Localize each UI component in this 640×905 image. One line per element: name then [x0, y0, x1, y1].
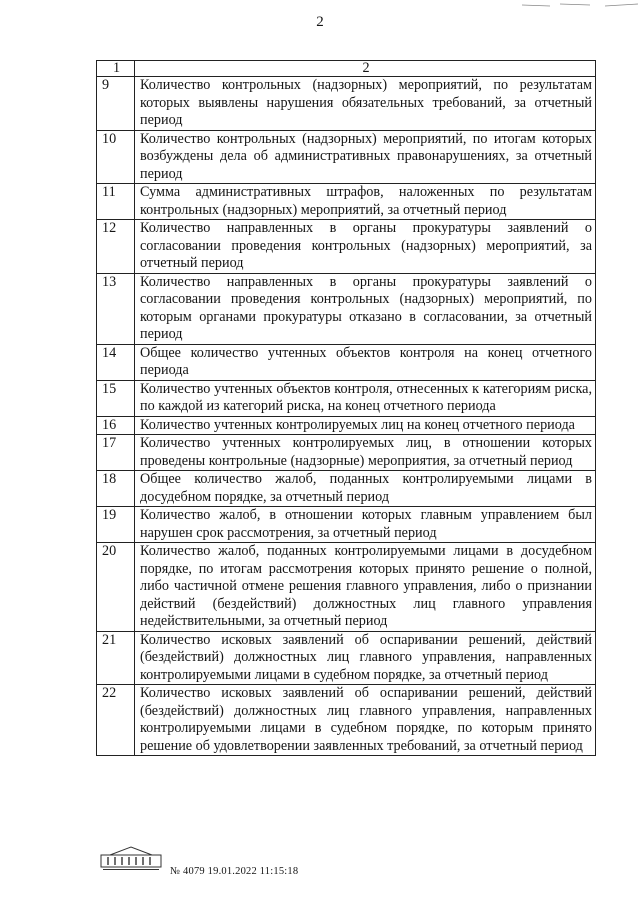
table-row: [97, 77, 596, 131]
row-number: 21: [97, 631, 135, 685]
row-description: Количество учтенных контролируемых лиц, в отношении которых проведены контрольные (надзорные) мероприятия, за отчетный период: [135, 435, 596, 471]
row-number: 19: [97, 507, 135, 543]
row-description: Общее количество жалоб, поданных контролируемыми лицами в досудебном порядке, за отчетный период: [135, 471, 596, 507]
row-number: 10: [97, 130, 135, 184]
row-number: 14: [97, 344, 135, 380]
row-description: Общее количество учтенных объектов контроля на конец отчетного периода: [135, 344, 596, 380]
row-number: 11: [97, 184, 135, 220]
row-description: Количество жалоб, поданных контролируемыми лицами в досудебном порядке, по итогам рассмотрения которых принято решение о полной, либо частичной отмене решения главного управления, либо о признании действий (бездействий) должностных лиц главного управления недействительными, за отчетный период: [135, 543, 596, 632]
row-number: 13: [97, 273, 135, 344]
page-number: 2: [316, 14, 324, 30]
row-description: Сумма административных штрафов, наложенных по результатам контрольных (надзорных) мероприятий, за отчетный период: [135, 184, 596, 220]
row-number: 12: [97, 220, 135, 274]
table-row: [97, 631, 596, 685]
table-row: [97, 380, 596, 416]
row-number: 17: [97, 435, 135, 471]
scan-edge-mark: [520, 0, 640, 12]
footer: [100, 843, 400, 883]
table-row: [97, 344, 596, 380]
table-row: [97, 273, 596, 344]
row-description: Количество жалоб, в отношении которых главным управлением был нарушен срок рассмотрения, за отчетный период: [135, 507, 596, 543]
table-header-row: [97, 61, 596, 77]
table-row: [97, 184, 596, 220]
table-row: [97, 220, 596, 274]
row-number: 15: [97, 380, 135, 416]
row-number: 22: [97, 685, 135, 756]
row-description: Количество учтенных объектов контроля, отнесенных к категориям риска, по каждой из категорий риска, на конец отчетного периода: [135, 380, 596, 416]
row-description: Количество контрольных (надзорных) мероприятий, по итогам которых возбуждены дела об административных правонарушениях, за отчетный период: [135, 130, 596, 184]
document-registration-mark: № 4079 19.01.2022 11:15:18: [170, 866, 299, 877]
row-description: Количество контрольных (надзорных) мероприятий, по результатам которых выявлены нарушения обязательных требований, за отчетный период: [135, 77, 596, 131]
row-number: 18: [97, 471, 135, 507]
row-number: 20: [97, 543, 135, 632]
table-row: [97, 416, 596, 435]
header-col-description: 2: [135, 61, 596, 77]
indicators-table: [96, 60, 596, 756]
row-description: Количество исковых заявлений об оспаривании решений, действий (бездействий) должностных лиц главного управления, направленных контролируемыми лицами в судебном порядке, по которым принято решение об удовлетворении заявленных требований, за отчетный период: [135, 685, 596, 756]
row-number: 9: [97, 77, 135, 131]
row-description: Количество направленных в органы прокуратуры заявлений о согласовании проведения контрольных (надзорных) мероприятий, за отчетный период: [135, 220, 596, 274]
table-row: [97, 435, 596, 471]
table-row: [97, 507, 596, 543]
table-row: [97, 685, 596, 756]
table-row: [97, 471, 596, 507]
row-description: Количество направленных в органы прокуратуры заявлений о согласовании проведения контрольных (надзорных) мероприятий, по которым органами прокуратуры отказано в согласовании, за отчетный период: [135, 273, 596, 344]
building-stamp-icon: [100, 845, 162, 876]
table-row: [97, 130, 596, 184]
table-row: [97, 543, 596, 632]
row-description: Количество учтенных контролируемых лиц на конец отчетного периода: [135, 416, 596, 435]
row-description: Количество исковых заявлений об оспаривании решений, действий (бездействий) должностных лиц главного управления, направленных контролируемыми лицами в судебном порядке, за отчетный период: [135, 631, 596, 685]
header-col-number: 1: [97, 61, 135, 77]
row-number: 16: [97, 416, 135, 435]
table-body: [97, 77, 596, 756]
